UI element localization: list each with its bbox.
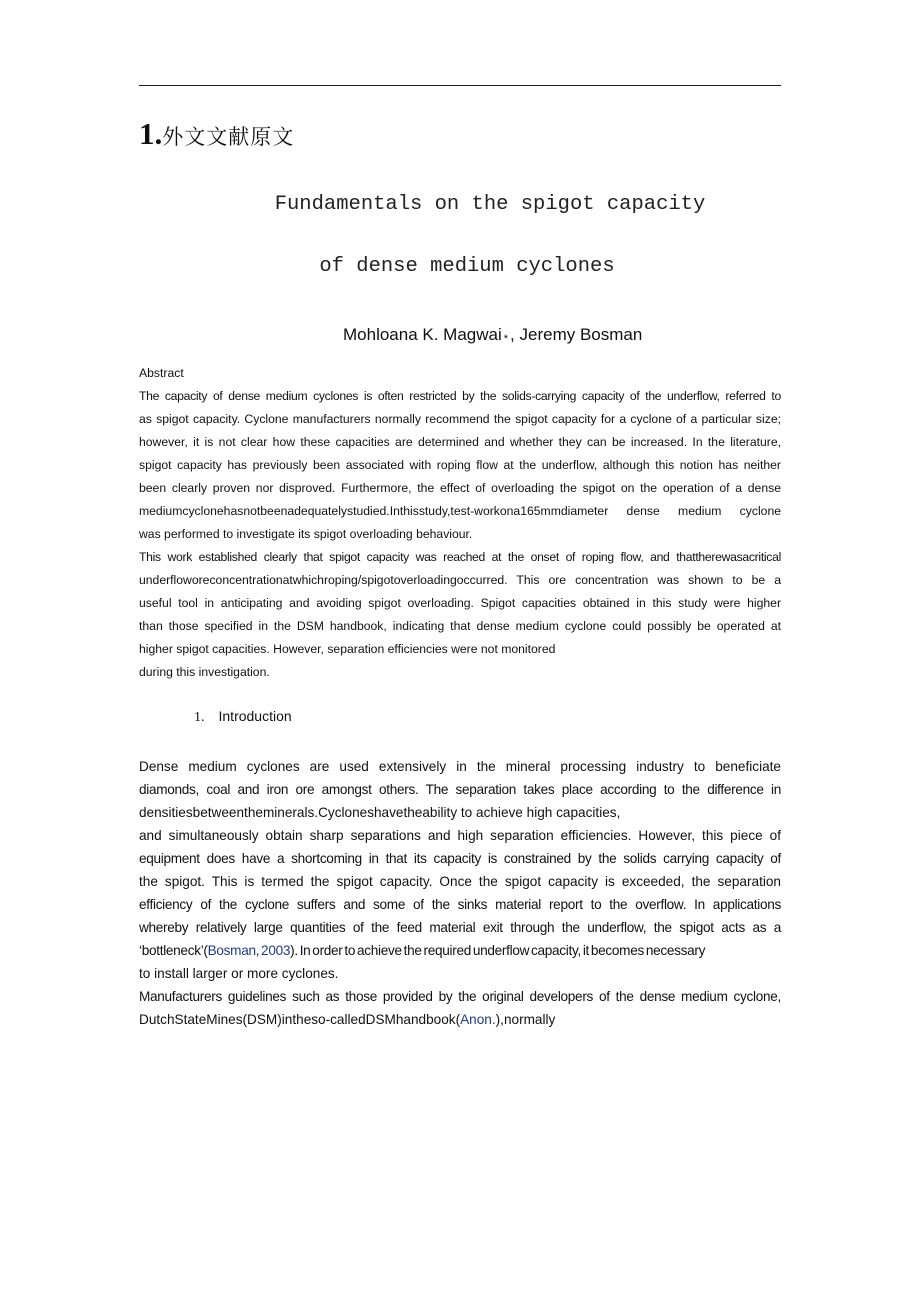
body-line: Dense medium cyclones are used extensively in the mineral processing industry to beneficiate [139,759,781,774]
abstract-line: however, it is not clear how these capacities are determined and whether they can be increased. In the literature, [139,435,781,449]
introduction-heading-text: Introduction [218,708,292,724]
abstract-line: spigot capacity has previously been associated with roping flow at the underflow, although this notion has neither [139,458,781,472]
citation-link-anon[interactable]: Anon. [460,1012,496,1027]
section-title [139,113,294,157]
author-asterisk-mark: * [503,333,509,345]
introduction-number: 1. [194,710,205,725]
abstract-line: The capacity of dense medium cyclones is often restricted by the solids-carrying capacity of the underflow, referred to [139,389,781,403]
abstract-heading: Abstract [139,366,184,380]
abstract-section [139,362,781,684]
header-rule [139,85,781,86]
body-line: diamonds, coal and iron ore amongst others. The separation takes place according to the difference in [139,782,781,797]
author-name-1: Mohloana K. Magwai [343,325,502,344]
body-line: Manufacturers guidelines such as those provided by the original developers of the dense medium cyclone, [139,989,781,1004]
body-line: densitiesbetweentheminerals.Cycloneshavetheability to achieve high capacities, [139,805,621,820]
abstract-line: This work established clearly that spigot capacity was reached at the onset of roping flow, and thattherewasacritical [139,550,781,564]
abstract-line: higher spigot capacities. However, separation efficiencies were not monitored [139,642,556,656]
body-text-segment: ),normally [495,1012,556,1027]
body-line: the spigot. This is termed the spigot capacity. Once the spigot capacity is exceeded, the separation [139,874,781,889]
body-line: equipment does have a shortcoming in that its capacity is constrained by the solids carrying capacity of [139,851,781,866]
abstract-line: underfloworeconcentrationatwhichroping/spigotoverloadingoccurred. This ore concentration was shown to be a [139,573,781,587]
body-line: and simultaneously obtain sharp separations and high separation efficiencies. However, this piece of [139,828,781,843]
paper-title-line-1: Fundamentals on the spigot capacity [274,193,706,216]
section-number: 1. [139,116,163,151]
abstract-line: was performed to investigate its spigot overloading behaviour. [139,527,473,541]
abstract-line: than those specified in the DSM handbook, indicating that dense medium cyclone could possibly be operated at [139,619,781,633]
body-line: whereby relatively large quantities of the feed material exit through the underflow, the spigot acts as a [139,920,781,935]
introduction-heading [194,708,292,726]
body-text-segment: DutchStateMines(DSM)intheso-calledDSMhandbook( [139,1012,461,1027]
body-line: efficiency of the cyclone suffers and some of the sinks material report to the overflow. In applications [139,897,781,912]
abstract-line: useful tool in anticipating and avoiding spigot overloading. Spigot capacities obtained in this study were higher [139,596,781,610]
author-name-2: , Jeremy Bosman [510,325,643,344]
body-line-with-citation [139,939,781,962]
section-title-text: 外文文献原文 [162,125,295,149]
body-text-segment: ‘bottleneck’( [139,943,208,958]
abstract-line: mediumcyclonehasnotbeenadequatelystudied.Inthisstudy,test-workona165mmdiameter dense medium cyclone [139,504,781,518]
abstract-line: been clearly proven nor disproved. Furthermore, the effect of overloading the spigot on the operation of a dense [139,481,781,495]
body-line: to install larger or more cyclones. [139,966,339,981]
paper-authors [343,325,642,345]
body-text-segment: ). In order to achieve the required underflow capacity, it becomes necessary [290,943,706,958]
abstract-line: as spigot capacity. Cyclone manufacturers normally recommend the spigot capacity for a cyclone of a particular size; [139,412,781,426]
paper-title-line-2: of dense medium cyclones [319,255,615,278]
citation-link-bosman-2003[interactable]: Bosman, 2003 [207,943,291,958]
body-line-with-citation [139,1008,781,1031]
abstract-line: during this investigation. [139,665,270,679]
introduction-body [139,755,781,1031]
